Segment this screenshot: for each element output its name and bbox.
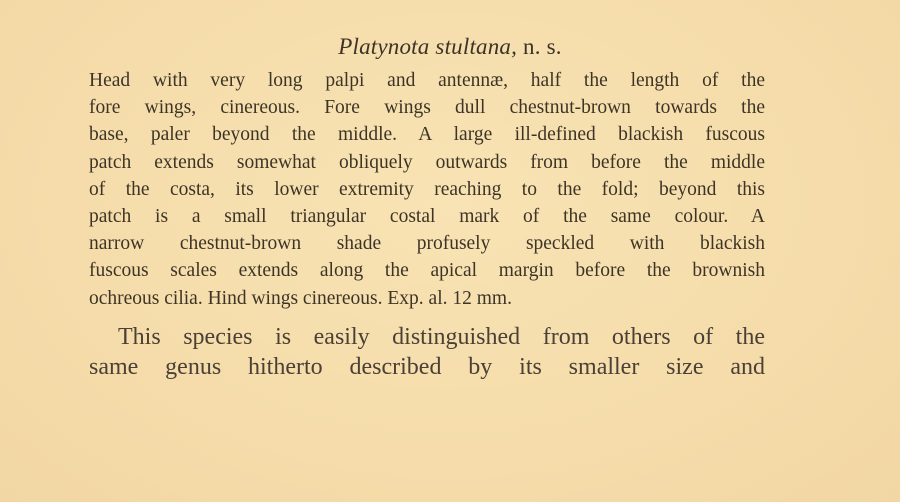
new-species-abbrev: n. s. xyxy=(523,34,562,59)
description-line: of the costa, its lower extremity reaching to the fold; beyond this xyxy=(89,178,765,200)
remark-line: This species is easily distinguished from others of the xyxy=(118,324,765,350)
description-line: patch is a small triangular costal mark of the same colour. A xyxy=(89,205,765,227)
description-line: base, paler beyond the middle. A large ill-defined blackish fuscous xyxy=(89,124,765,146)
description-line: narrow chestnut-brown shade profusely speckled with blackish xyxy=(89,233,765,255)
description-line: patch extends somewhat obliquely outwards from before the middle xyxy=(89,151,765,173)
description-line: ochreous cilia. Hind wings cinereous. Exp. al. 12 mm. xyxy=(89,287,512,309)
species-name: Platynota stultana, xyxy=(338,34,518,59)
description-line: fore wings, cinereous. Fore wings dull chestnut-brown towards the xyxy=(89,97,765,119)
description-line: Head with very long palpi and antennæ, half the length of the xyxy=(89,70,765,91)
species-description xyxy=(89,67,765,312)
remark-paragraph xyxy=(89,322,765,382)
remark-line: same genus hitherto described by its smaller size and xyxy=(89,354,765,380)
species-heading xyxy=(0,33,900,61)
description-line: fuscous scales extends along the apical margin before the brownish xyxy=(89,260,765,282)
